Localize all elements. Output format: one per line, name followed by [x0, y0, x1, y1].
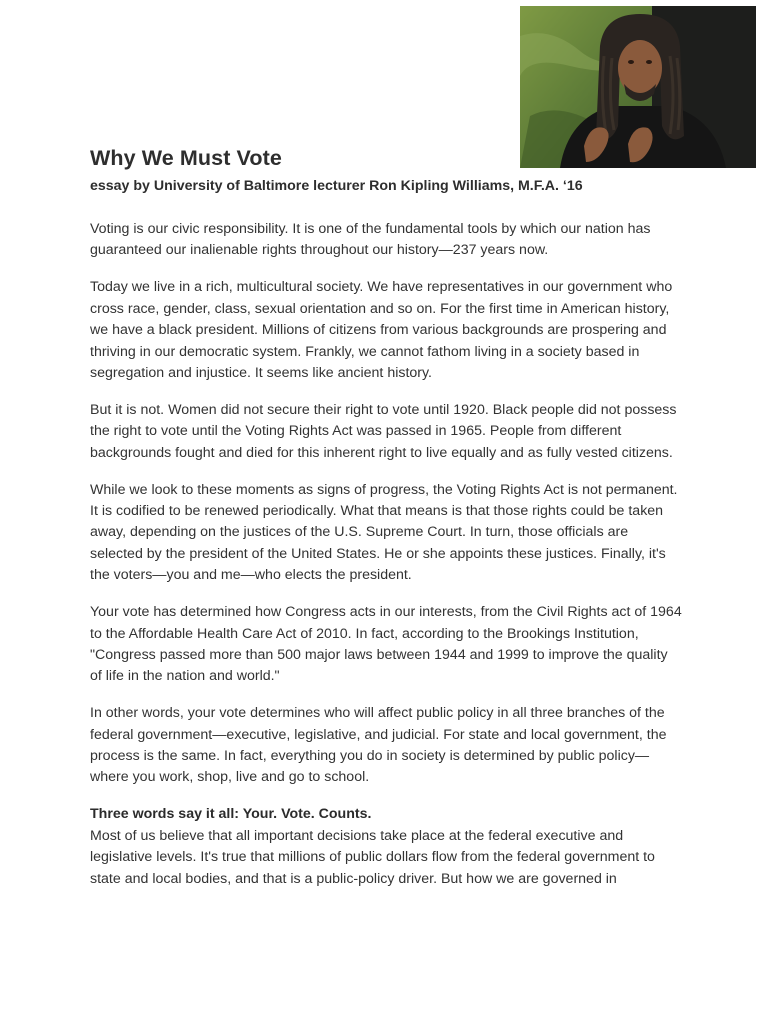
paragraph: Most of us believe that all important decisions take place at the federal executive and legislative levels. It's true that millions of public dollars flow from the federal government to state and local bodies, and that is a public-policy driver. But how we are governed in	[90, 827, 655, 887]
paragraph: While we look to these moments as signs of progress, the Voting Rights Act is not permanent. It is codified to be renewed periodically. What that means is that those rights could be taken away, depending on the justices of the U.S. Supreme Court. In turn, those officials are selected by the president of the United States. He or she appoints these justices. Finally, it's the voters—you and me—who elects the president.	[90, 481, 678, 584]
paragraph: Voting is our civic responsibility. It is one of the fundamental tools by which our nation has guaranteed our inalienable rights throughout our history—237 years now.	[90, 221, 651, 259]
bold-lead-line: Three words say it all: Your. Vote. Counts.	[90, 806, 372, 823]
article-body	[90, 219, 682, 905]
author-portrait-image	[520, 6, 756, 168]
paragraph: But it is not. Women did not secure their right to vote until 1920. Black people did not possess the right to vote until the Voting Rights Act was passed in 1965. People from different backgrounds fought and died for this inherent right to live equally and as fully vested citizens.	[90, 401, 677, 461]
article-title: Why We Must Vote	[90, 146, 282, 170]
author-photo	[520, 6, 756, 168]
paragraph: Today we live in a rich, multicultural society. We have representatives in our government who cross race, gender, class, sexual orientation and so on. For the first time in American history, we have a black president. Millions of citizens from various backgrounds are prospering and thriving in our democratic system. Frankly, we cannot fathom living in a society based in segregation and injustice. It seems like ancient history.	[90, 279, 673, 381]
paragraph: Your vote has determined how Congress acts in our interests, from the Civil Rights act of 1964 to the Affordable Health Care Act of 2010. In fact, according to the Brookings Institution, "Congress passed more than 500 major laws between 1944 and 1999 to improve the quality of life in the nation and world."	[90, 604, 682, 685]
article-byline: essay by University of Baltimore lecturer Ron Kipling Williams, M.F.A. ‘16	[90, 178, 583, 194]
paragraph: In other words, your vote determines who will affect public policy in all three branches of the federal government—executive, legislative, and judicial. For state and local government, the process is the same. In fact, everything you do in society is determined by public policy—where you work, shop, live and go to school.	[90, 705, 667, 786]
